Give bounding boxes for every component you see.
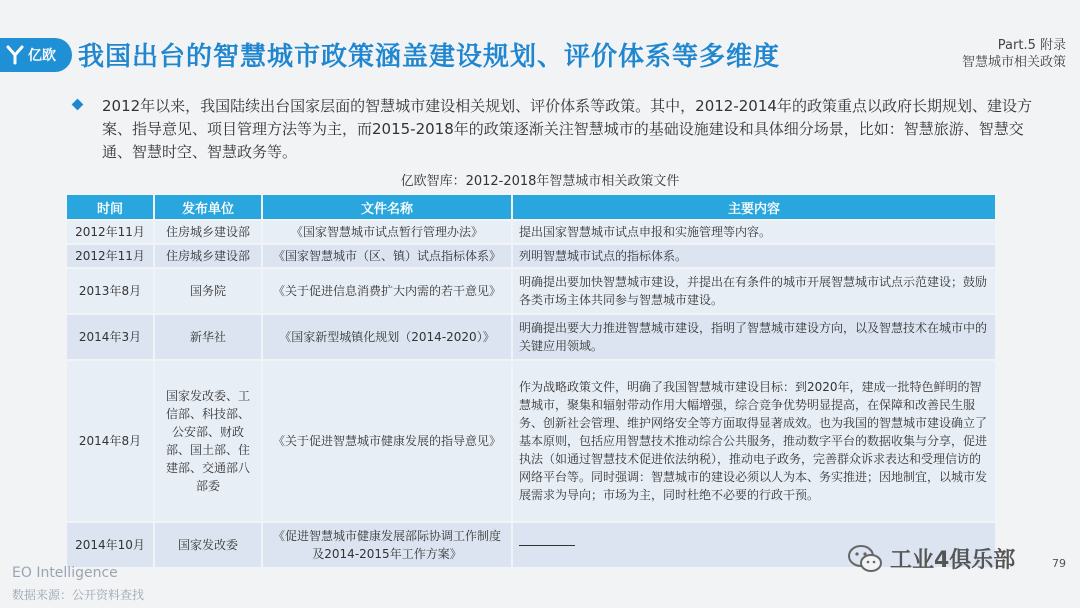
- table-row: [67, 245, 995, 267]
- header-content: 主要内容: [513, 195, 995, 219]
- cell-publisher: 新华社: [155, 315, 263, 359]
- policy-table: [67, 193, 995, 569]
- cell-document: 《国家新型城镇化规划（2014-2020）》: [263, 315, 513, 359]
- cell-publisher: 住房城乡建设部: [155, 245, 263, 267]
- cell-time: 2014年3月: [67, 315, 155, 359]
- cell-content: 作为战略政策文件，明确了我国智慧城市建设目标：到2020年，建成一批特色鲜明的智慧城市，聚集和辐射带动作用大幅增强，综合竞争优势明显提高，在保障和改善民生服务、创新社会管理、维护网络安全等方面取得显著成效。也为我国的智慧城市建设确立了基本原则，包括应用智慧技术推动综合公共服务，推动数字平台的数据收集与分享，促进执法（如通过智慧技术促进依法纳税），推动电子政务，完善群众诉求表达和受理信访的网络平台等。同时强调：智慧城市的建设必须以人为本、务实推进；因地制宜，以城市发展需求为导向；市场为主，同时杜绝不必要的行政干预。: [513, 361, 995, 521]
- section-name: 智慧城市相关政策: [961, 55, 1066, 70]
- summary-text: 2012年以来，我国陆续出台国家层面的智慧城市建设相关规划、评价体系等政策。其中，2012-2014年的政策重点以政府长期规划、建设方案、指导意见、项目管理方法等为主，而2015-2018年的政策逐渐关注智慧城市的基础设施建设和具体细分场景，比如：智慧旅游、智慧交通、智慧时空、智慧政务等。: [102, 97, 1032, 161]
- cell-time: 2013年8月: [67, 269, 155, 313]
- cell-time: 2014年10月: [67, 523, 155, 567]
- data-source: 数据来源：公开资料查找: [12, 588, 145, 602]
- cell-time: 2012年11月: [67, 221, 155, 243]
- cell-publisher: 住房城乡建设部: [155, 221, 263, 243]
- watermark: [848, 543, 1015, 574]
- cell-content: 明确提出要加快智慧城市建设，并提出在有条件的城市开展智慧城市试点示范建设；鼓励各类市场主体共同参与智慧城市建设。: [513, 269, 995, 313]
- part-label: Part.5 附录: [997, 38, 1066, 53]
- cell-time: 2012年11月: [67, 245, 155, 267]
- table-header-row: [67, 195, 995, 219]
- header-document: 文件名称: [263, 195, 513, 219]
- cell-content: 明确提出要大力推进智慧城市建设，指明了智慧城市建设方向，以及智慧技术在城市中的关键应用领域。: [513, 315, 995, 359]
- cell-publisher: 国务院: [155, 269, 263, 313]
- cell-content: 列明智慧城市试点的指标体系。: [513, 245, 995, 267]
- page-number: 79: [1052, 557, 1066, 570]
- page-title: 我国出台的智慧城市政策涵盖建设规划、评价体系等多维度: [78, 42, 781, 72]
- table-row: [67, 361, 995, 521]
- watermark-text: 工业4俱乐部: [890, 548, 1016, 573]
- cell-document: 《关于促进智慧城市健康发展的指导意见》: [263, 361, 513, 521]
- section-label: [962, 37, 1066, 71]
- table-row: [67, 315, 995, 359]
- footer-brand: EO Intelligence: [12, 565, 118, 581]
- cell-document: 《国家智慧城市（区、镇）试点指标体系》: [263, 245, 513, 267]
- logo-text: 亿欧: [28, 48, 56, 64]
- table-row: [67, 221, 995, 243]
- brand-logo: [0, 38, 72, 72]
- cell-content: 提出国家智慧城市试点申报和实施管理等内容。: [513, 221, 995, 243]
- header-publisher: 发布单位: [155, 195, 263, 219]
- logo-mark-icon: [6, 45, 24, 65]
- cell-time: 2014年8月: [67, 361, 155, 521]
- cell-document: 《促进智慧城市健康发展部际协调工作制度及2014-2015年工作方案》: [263, 523, 513, 567]
- table-row: [67, 269, 995, 313]
- table-caption: 亿欧智库：2012-2018年智慧城市相关政策文件: [400, 174, 680, 189]
- cell-document: 《国家智慧城市试点暂行管理办法》: [263, 221, 513, 243]
- wechat-icon: [848, 544, 882, 574]
- header-time: 时间: [67, 195, 155, 219]
- empty-dash: [519, 545, 575, 546]
- cell-publisher: 国家发改委、工信部、科技部、公安部、财政部、国土部、住建部、交通部八部委: [155, 361, 263, 521]
- cell-document: 《关于促进信息消费扩大内需的若干意见》: [263, 269, 513, 313]
- cell-publisher: 国家发改委: [155, 523, 263, 567]
- summary-block: [72, 95, 1032, 164]
